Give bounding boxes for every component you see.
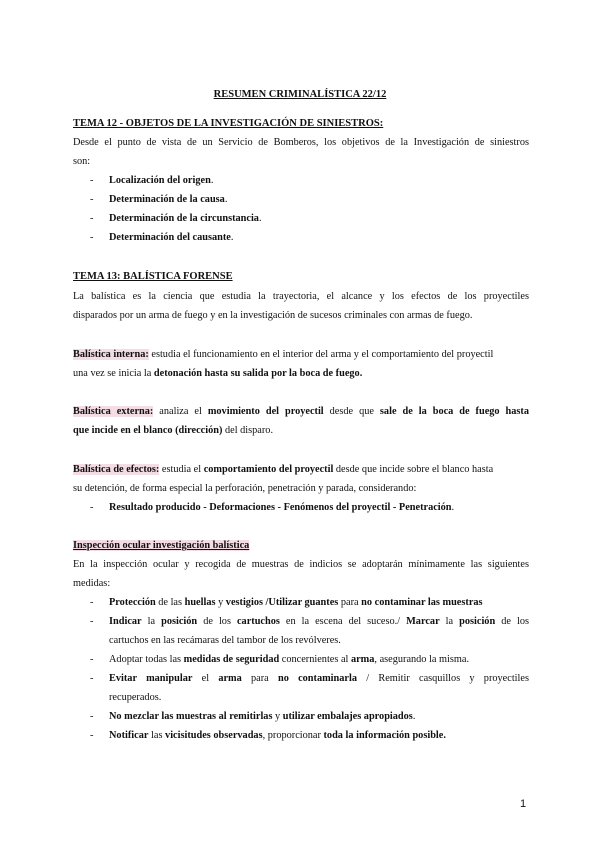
- document-title: RESUMEN CRIMINALÍSTICA 22/12: [213, 89, 387, 100]
- bullet-dash: -: [90, 194, 94, 205]
- bullet-dash: -: [90, 616, 94, 627]
- balistica-efectos-label: Balística de efectos:: [73, 464, 160, 475]
- list-item-continuation: recuperados.: [109, 692, 162, 703]
- list-item: Localización del origen.: [109, 175, 214, 186]
- tema12-heading: TEMA 12 - OBJETOS DE LA INVESTIGACIÓN DE SINIESTROS:: [73, 118, 384, 129]
- balistica-interna-line1: Balística interna: estudia el funcionamiento en el interior del arma y el comportamiento del proyectil: [73, 349, 494, 360]
- list-item: Adoptar todas las medidas de seguridad concernientes al arma, asegurando la misma.: [109, 654, 470, 665]
- list-item: Determinación de la circunstancia.: [109, 213, 262, 224]
- balistica-interna-label: Balística interna:: [73, 349, 149, 360]
- bullet-dash: -: [90, 654, 94, 665]
- inspeccion-heading: Inspección ocular investigación balística: [73, 540, 250, 551]
- bullet-dash: -: [90, 502, 94, 513]
- balistica-efectos-line1: Balística de efectos: estudia el comportamiento del proyectil desde que incide sobre el blanco hasta: [73, 464, 494, 475]
- inspeccion-intro-line2: medidas:: [73, 578, 111, 589]
- balistica-efectos-line2: su detención, de forma especial la perforación, penetración y parada, considerando:: [73, 483, 417, 494]
- balistica-interna-line2: una vez se inicia la detonación hasta su salida por la boca de fuego.: [73, 368, 363, 379]
- list-item: Resultado producido - Deformaciones - Fenómenos del proyectil - Penetración.: [109, 502, 455, 513]
- bullet-dash: -: [90, 597, 94, 608]
- tema13-definition-line1: La balística es la ciencia que estudia la trayectoria, el alcance y los efectos de los proyectiles: [73, 291, 529, 302]
- bullet-dash: -: [90, 730, 94, 741]
- tema13-definition-line2: disparados por un arma de fuego y en la investigación de sucesos criminales con armas de fuego.: [73, 310, 473, 321]
- list-item: Notificar las vicisitudes observadas, proporcionar toda la información posible.: [109, 730, 446, 741]
- list-item: Determinación de la causa.: [109, 194, 228, 205]
- balistica-externa-line1: Balística externa: analiza el movimiento del proyectil desde que sale de la boca de fuego hasta: [73, 406, 530, 417]
- bullet-dash: -: [90, 232, 94, 243]
- list-item: No mezclar las muestras al remitirlas y utilizar embalajes apropiados.: [109, 711, 416, 722]
- inspeccion-intro-line1: En la inspección ocular y recogida de muestras de indicios se adoptarán mínimamente las siguientes: [73, 559, 529, 570]
- balistica-externa-label: Balística externa:: [73, 406, 154, 417]
- page-number: 1: [520, 798, 527, 810]
- bullet-dash: -: [90, 213, 94, 224]
- bullet-dash: -: [90, 175, 94, 186]
- list-item: Evitar manipular el arma para no contaminarla / Remitir casquillos y proyectiles: [109, 673, 529, 684]
- bullet-dash: -: [90, 673, 94, 684]
- list-item: Determinación del causante.: [109, 232, 234, 243]
- balistica-externa-line2: que incide en el blanco (dirección) del disparo.: [73, 425, 274, 436]
- tema13-heading: TEMA 13: BALÍSTICA FORENSE: [73, 271, 233, 282]
- list-item-continuation: cartuchos en las recámaras del tambor de los revólveres.: [109, 635, 341, 646]
- tema12-intro-line1: Desde el punto de vista de un Servicio de Bomberos, los objetivos de la Investigación de siniestros: [73, 137, 529, 148]
- bullet-dash: -: [90, 711, 94, 722]
- tema12-intro-line2: son:: [73, 156, 91, 167]
- list-item: Protección de las huellas y vestigios /Utilizar guantes para no contaminar las muestras: [109, 597, 483, 608]
- list-item: Indicar la posición de los cartuchos en la escena del suceso./ Marcar la posición de los: [109, 616, 529, 627]
